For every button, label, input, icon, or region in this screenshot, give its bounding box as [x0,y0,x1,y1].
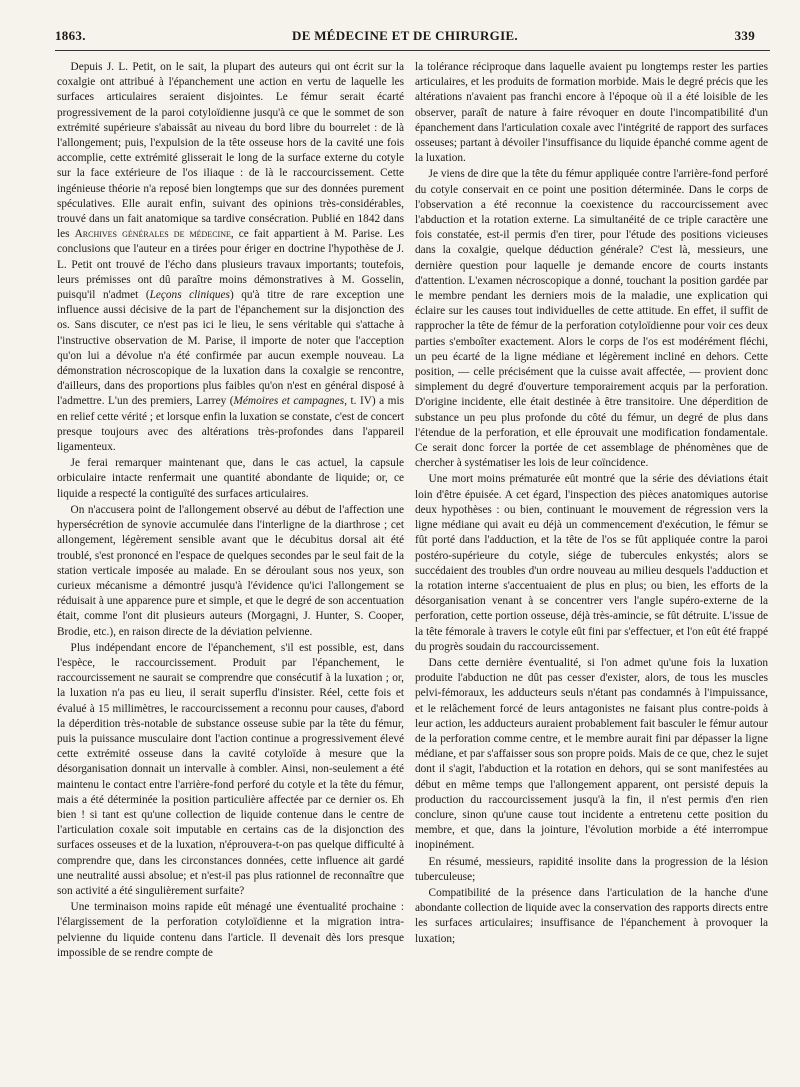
paragraph [57,60,404,455]
text-run: Depuis J. L. Petit, on le sait, la plupart des auteurs qui ont écrit sur la coxalgie ont attribué à l'épanchement une action en vertu de laquelle les surfaces articulaires seraient disjointes. Le fémur serait écarté progressivement de la paroi cotyloïdienne jusqu'à ce que le sommet de son extrémité supérieure s'abaissât au niveau du bord libre du bourrelet : de là l'allongement; puis, l'expulsion de la tête osseuse hors de la cavité une fois accomplie, cette extrémité glisserait le long de la surface externe du cotyle sur la face extérieure de l'os iliaque : de là le raccourcissement. Cette ingénieuse théorie n'a reposé bien longtemps que sur des données purement spéculatives. Elle aurait enfin, suivant des opinions très-considérables, trouvé dans un fait anatomique sa tardive consécration. Publié en 1842 dans les [57,61,404,241]
header-year: 1863. [55,28,86,43]
paragraph: Compatibilité de la présence dans l'articulation de la hanche d'une abondante collection de liquide avec la conservation des rapports directs entre les surfaces articulaires; insuffisance de l'épanchement à provoquer la luxation; [415,886,768,945]
running-header [55,28,755,48]
paragraph: Je ferai remarquer maintenant que, dans le cas actuel, la capsule orbiculaire intacte renfermait une quantité abondante de liquide; or, ce liquide a respecté la contiguïté des surfaces articulaires. [57,457,404,500]
book-reference: Leçons cliniques [149,289,230,302]
text-run: , ce fait appartient à M. Parise. Les conclusions que l'auteur en a tirées pour ériger en doctrine l'hypothèse de J. L. Petit ont trouvé de l'écho dans plusieurs travaux importants; toutefois, leurs prémisses ont dû paraître moins démonstratives à M. Gosselin, puisqu'il n'admet ( [57,228,404,302]
header-rule [55,50,770,51]
page-number: 339 [734,28,755,43]
text-run: ) qu'à titre de rare exception une influence aussi décisive de la part de l'épanchement sur la disjonction des os. Sans discuter, ce n'est pas ici le lieu, le sens véritable qui s'attache à l'instructive observation de M. Parise, il importe de noter que l'acception qu'on lui a dévolue n'a été confirmée par aucun exemple nouveau. La démonstration nécroscopique de la luxation dans la coxalgie se rencontre, d'ailleurs, dans des proportions plus faibles qu'on n'est en général disposé à l'admettre. L'un des premiers, Larrey ( [57,289,404,408]
paragraph: la tolérance réciproque dans laquelle avaient pu longtemps rester les parties articulaires, et les produits de formation morbide. Mais le degré précis que les altérations n'avaient pas franchi encore à l'époque où il a été loisible de les observer, paraît de nature à faire révoquer en doute l'incompatibilité d'un épanchement dans l'articulation coxale avec l'intégrité de rapport des surfaces osseuses; partant à dévoiler l'insuffisance du liquide épanché comme agent de la luxation. [415,61,768,165]
paragraph: Une mort moins prématurée eût montré que la série des déviations était loin d'être épuisée. A cet égard, l'inspection des pièces anatomiques autorise deux hypothèses : ou bien, continuant le mouvement de régression vers la ligne médiane qui avait eu déjà un commencement d'exécution, le fémur se fût porté dans l'adduction, et la tête de l'os se fût appliquée contre la paroi postéro-supérieure du cotyle, siége de tubercules enkystés; alors se succédaient des troubles d'un ordre nouveau au milieu desquels l'adduction et la rotation interne s'accentuaient de plus en plus; ou bien, les efforts de la désorganisation venant à se concentrer vers l'angle supéro-externe de la perforation, cette portion osseuse, déjà très-amincie, se fût détruite. L'issue de la tête fémorale à travers le cotyle eût fini par s'effectuer, et l'on eût été frappé du progrès soudain du raccourcissement. [415,473,768,653]
right-column [415,60,768,1080]
paragraph: Plus indépendant encore de l'épanchement, s'il est possible, est, dans l'espèce, le raccourcissement. Produit par l'épanchement, le raccourcissement ne saurait se comprendre que consécutif à la luxation ; or, la luxation n'a pas eu lieu, il serait superflu d'insister. Réel, cette fois et évalué à 15 millimètres, le raccourcissement a reconnu pour causes, d'abord la déperdition très-notable de substance osseuse subie par la tête du fémur, puis la puissance musculaire dont l'action continue a progressivement élevé cette extrémité osseuse dans la cavité cotyloïde à mesure que la désorganisation donnait un intervalle à combler. Ainsi, non-seulement a été maintenu le contact entre l'arrière-fond perforé du cotyle et la tête du fémur, mais a été déterminée la position particulière affectée par ce dernier os. Eh bien ! si tant est qu'une collection de liquide contenue dans le centre de l'articulation coxale soit imputable en certains cas de la disjonction des surfaces osseuses et de la luxation, n'éprouvera-t-on pas quelque difficulté à comprendre que, dans les circonstances données, cette influence ait gardé une neutralité aussi absolue; et n'est-il pas plus rationnel de reconnaître que son activité a été singulièrement surfaite? [57,641,404,897]
left-column [57,60,404,1080]
paragraph: On n'accusera point de l'allongement observé au début de l'affection une hypersécrétion de synovie accumulée dans l'interligne de la diarthrose ; cet allongement, légèrement sensible avant que le décubitus dorsal ait été troublé, s'est prononcé en l'espace de quelques secondes par le seul fait de la station verticale imposée au malade. En se déroulant sous nos yeux, son curieux mécanisme a démontré jusqu'à l'évidence qu'ici l'allongement se réduisait à une apparence pure et simple, et que le degré de son accentuation était, comme l'ont dit plusieurs auteurs (Morgagni, J. Hunter, S. Cooper, Brodie, etc.), en raison directe de la déviation pelvienne. [57,503,404,638]
paragraph: Je viens de dire que la tête du fémur appliquée contre l'arrière-fond perforé du cotyle conservait en ce point une position déterminée. Dans le corps de l'observation a été reconnue la coexistence du raccourcissement avec l'abduction et la rotation externe. La simultanéité de ce triple caractère une fois constatée, est-il permis d'en tirer, pour l'étude des positions vicieuses dans la coxalgie, quelque déduction générale? C'est là, messieurs, une dernière question pour laquelle je demande encore de courts instants d'attention. L'examen nécroscopique a donné, touchant la position gardée par le membre pendant les derniers mois de la maladie, une explication qui éclaire sur les causes tout individuelles de cette attitude. En effet, il suffit de rapprocher la tête de fémur de la perforation cotyloïdienne pour voir ces deux parties s'emboîter exactement. Alors le corps de l'os est modérément fléchi, un peu écarté de la ligne médiane et légèrement incliné en dehors. Cette position, — celle précisément que la cuisse avait affectée, — provient donc simplement du degré d'ouverture temporairement acquis par la perforation. D'origine incidente, elle était destinée à être transitoire. Une déperdition de substance un peu plus profonde du côté du fémur, un degré de plus dans l'étendue de la perforation, et elle éprouvait une modification fondamentale. Ce serait donc forcer la portée de cet assemblage de phénomènes que de chercher à systématiser les lois de leur coïncidence. [415,168,768,470]
paragraph: En résumé, messieurs, rapidité insolite dans la progression de la lésion tuberculeuse; [415,855,768,883]
paragraph: Dans cette dernière éventualité, si l'on admet qu'une fois la luxation produite l'abduction ne dût pas cesser d'exister, alors, de tous les muscles pelvi-fémoraux, les adducteurs seuls n'étant pas condamnés à l'impuissance, et le relâchement forcé de leurs antagonistes ne faisant plus contre-poids à leur action, les adducteurs auraient probablement fait basculer le fémur autour de la perforation comme centre, et le membre aurait fini par dépasser la ligne médiane, et par s'affaisser sous son propre poids. Mais de ce que, chez le sujet dont il s'agit, l'abduction et la rotation en dehors, qui se sont manifestées au début en même temps que l'allongement apparent, ont persisté depuis la production du raccourcissement jusqu'à la fin, il n'est permis d'en rien conclure, sinon qu'une cause tout incidente a entretenu cette position du membre, et que, dans la jointure, l'évolution morbide a été interrompue inopinément. [415,656,768,852]
journal-reference: Archives générales de médecine [74,228,231,241]
text-run: , t. IV) a mis en relief cette vérité ; et lorsque enfin la luxation se constate, c'est de concert presque toujours avec des altérations très-profondes dans l'appareil ligamenteux. [57,395,404,454]
paragraph: Une terminaison moins rapide eût ménagé une éventualité prochaine : l'élargissement de la perforation cotyloïdienne et la migration intra-pelvienne du liquide contenu dans l'article. Il devenait dès lors presque impossible de se rendre compte de [57,901,404,959]
book-reference: Mémoires et campagnes [233,395,345,408]
header-journal-title: DE MÉDECINE ET DE CHIRURGIE. [292,28,518,43]
